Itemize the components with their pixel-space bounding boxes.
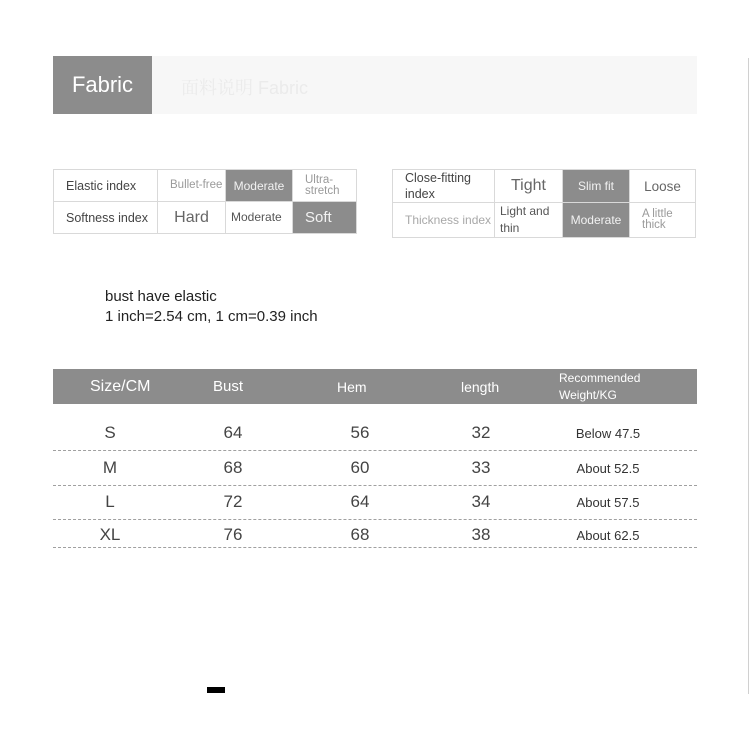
softness-index-label: Softness index	[54, 202, 158, 234]
cell-length: 34	[471, 492, 491, 511]
option-moderate-selected: Moderate	[563, 203, 630, 238]
fabric-banner	[53, 56, 697, 114]
table-row	[53, 485, 697, 520]
cell-hem: 56	[350, 423, 370, 442]
close-fitting-index-row	[393, 170, 696, 203]
thickness-index-row	[393, 203, 696, 238]
header-hem: Hem	[337, 378, 367, 395]
fabric-faint-caption: 面料说明 Fabric	[181, 78, 309, 98]
cell-length: 38	[471, 525, 491, 544]
cell-bust: 64	[223, 423, 243, 442]
size-table-header	[53, 369, 697, 404]
cell-bust: 76	[223, 525, 243, 544]
cell-size: L	[105, 492, 115, 511]
option-moderate-selected: Moderate	[226, 170, 293, 202]
cell-size: S	[104, 423, 116, 442]
cell-hem: 60	[350, 458, 370, 477]
size-notes	[105, 287, 318, 327]
softness-index-row	[54, 202, 357, 234]
header-size: Size/CM	[90, 377, 151, 395]
note-elastic: bust have elastic	[105, 288, 217, 305]
cell-weight: About 57.5	[576, 494, 640, 510]
fabric-title: Fabric	[53, 56, 152, 114]
elastic-softness-grid	[53, 169, 357, 234]
elastic-index-label: Elastic index	[54, 170, 158, 202]
fit-thickness-grid	[392, 169, 696, 238]
dash-mark	[207, 687, 225, 693]
table-row	[53, 451, 697, 486]
option-ultra-stretch: Ultra-stretch	[293, 170, 357, 202]
header-length: length	[461, 378, 500, 395]
cell-weight: Below 47.5	[575, 425, 641, 441]
close-fitting-index-label: Close-fitting index	[393, 170, 495, 203]
cell-bust: 68	[223, 458, 243, 477]
option-soft-selected: Soft	[293, 202, 357, 234]
option-slim-fit-selected: Slim fit	[563, 170, 630, 203]
cell-length: 33	[471, 458, 491, 477]
cell-bust: 72	[223, 492, 243, 511]
cell-size: M	[102, 458, 118, 477]
cell-length: 32	[471, 423, 491, 442]
cell-weight: About 52.5	[576, 460, 640, 476]
header-weight-line1: Recommended	[559, 370, 641, 385]
option-bullet-free: Bullet-free	[158, 170, 226, 202]
cell-weight: About 62.5	[576, 527, 640, 543]
header-recommended-weight	[559, 369, 669, 404]
right-edge-rule	[748, 58, 749, 694]
option-tight: Tight	[495, 170, 563, 203]
option-hard: Hard	[158, 202, 226, 234]
table-row	[53, 416, 697, 451]
header-weight-line2: Weight/KG	[559, 387, 617, 402]
option-loose: Loose	[630, 170, 696, 203]
header-bust: Bust	[213, 378, 244, 395]
cell-size: XL	[99, 525, 121, 544]
cell-hem: 68	[350, 525, 370, 544]
option-light-and-thin: Light and thin	[495, 203, 563, 238]
option-moderate: Moderate	[226, 202, 293, 234]
note-conversion: 1 inch=2.54 cm, 1 cm=0.39 inch	[105, 308, 318, 325]
cell-hem: 64	[350, 492, 370, 511]
elastic-index-row	[54, 170, 357, 202]
table-row	[53, 517, 697, 548]
option-a-little-thick: A little thick	[630, 203, 696, 238]
thickness-index-label: Thickness index	[393, 203, 495, 238]
